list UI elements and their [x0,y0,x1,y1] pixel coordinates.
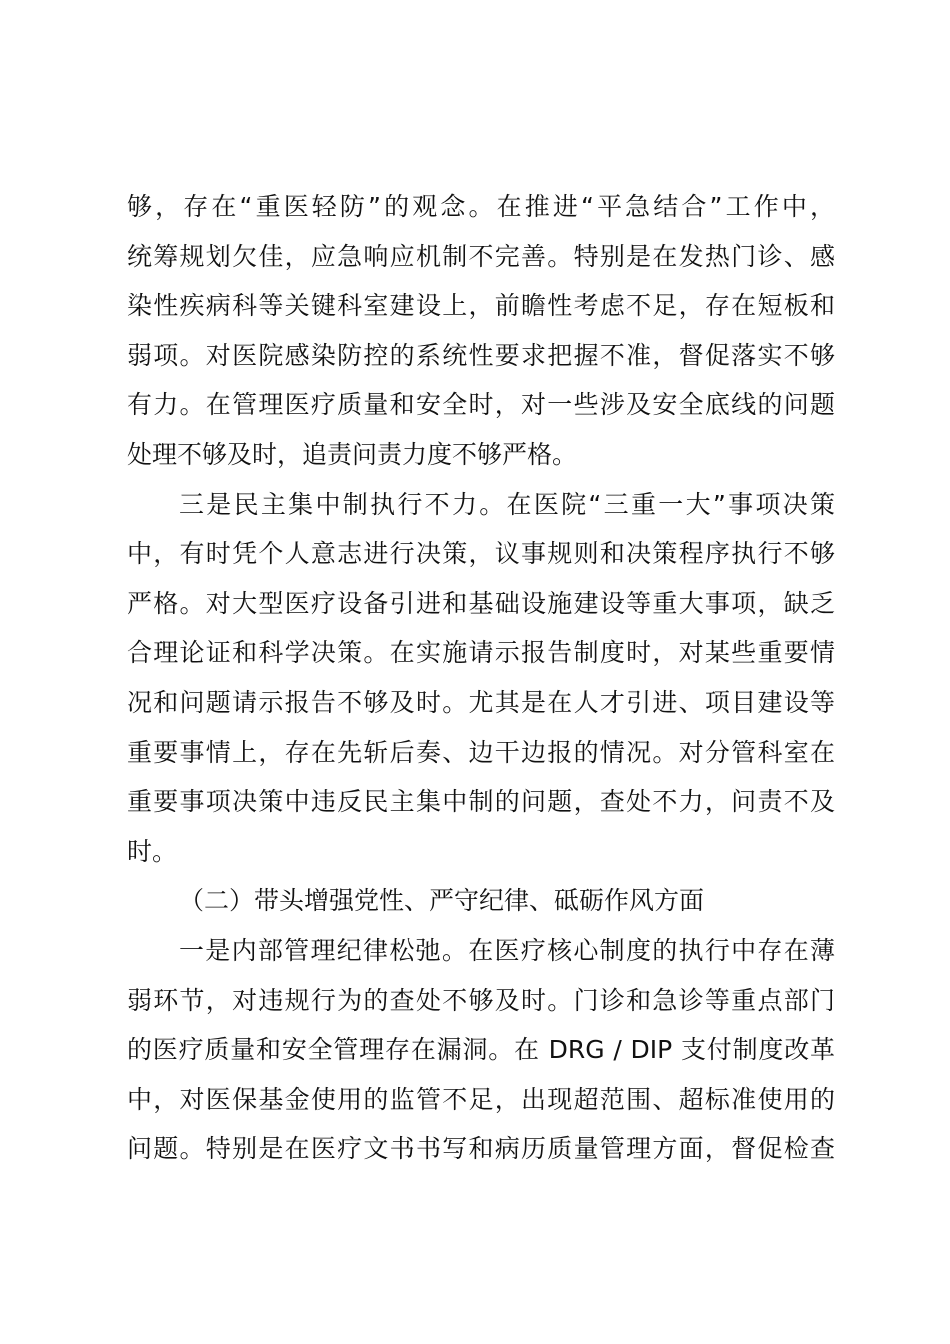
paragraph-line: 重要事情上，存在先斩后奏、边干边报的情况。对分管科室在 [127,737,835,767]
paragraph-line: 弱环节，对违规行为的查处不够及时。门诊和急诊等重点部门 [127,985,835,1015]
document-body [127,182,835,1174]
paragraph-line: 有力。在管理医疗质量和安全时，对一些涉及安全底线的问题 [127,390,835,420]
section-heading: （二）带头增强党性、严守纪律、砥砺作风方面 [179,886,705,916]
paragraph-line: 中，有时凭个人意志进行决策，议事规则和决策程序执行不够 [127,539,835,569]
paragraph-line: 合理论证和科学决策。在实施请示报告制度时，对某些重要情 [127,638,835,668]
paragraph-line: 时。 [127,836,178,866]
paragraph-line: 染性疾病科等关键科室建设上，前瞻性考虑不足，存在短板和 [127,291,835,321]
paragraph-line: 严格。对大型医疗设备引进和基础设施建设等重大事项，缺乏 [127,588,835,618]
paragraph-line: 够，存在“重医轻防”的观念。在推进“平急结合”工作中， [127,192,835,221]
paragraph-line: 重要事项决策中违反民主集中制的问题，查处不力，问责不及 [127,787,835,817]
paragraph-line: 三是民主集中制执行不力。在医院“三重一大”事项决策 [179,489,835,519]
paragraph-line: 统筹规划欠佳，应急响应机制不完善。特别是在发热门诊、感 [127,241,835,271]
paragraph-line: 中，对医保基金使用的监管不足，出现超范围、超标准使用的 [127,1084,835,1114]
paragraph-line: 的医疗质量和安全管理存在漏洞。在 DRG / DIP 支付制度改革 [127,1035,835,1065]
paragraph-line: 处理不够及时，追责问责力度不够严格。 [127,439,578,469]
paragraph-line: 一是内部管理纪律松弛。在医疗核心制度的执行中存在薄 [179,935,835,965]
paragraph-line: 问题。特别是在医疗文书书写和病历质量管理方面，督促检查 [127,1134,835,1164]
paragraph-line: 况和问题请示报告不够及时。尤其是在人才引进、项目建设等 [127,687,835,717]
paragraph-line: 弱项。对医院感染防控的系统性要求把握不准，督促落实不够 [127,340,835,370]
